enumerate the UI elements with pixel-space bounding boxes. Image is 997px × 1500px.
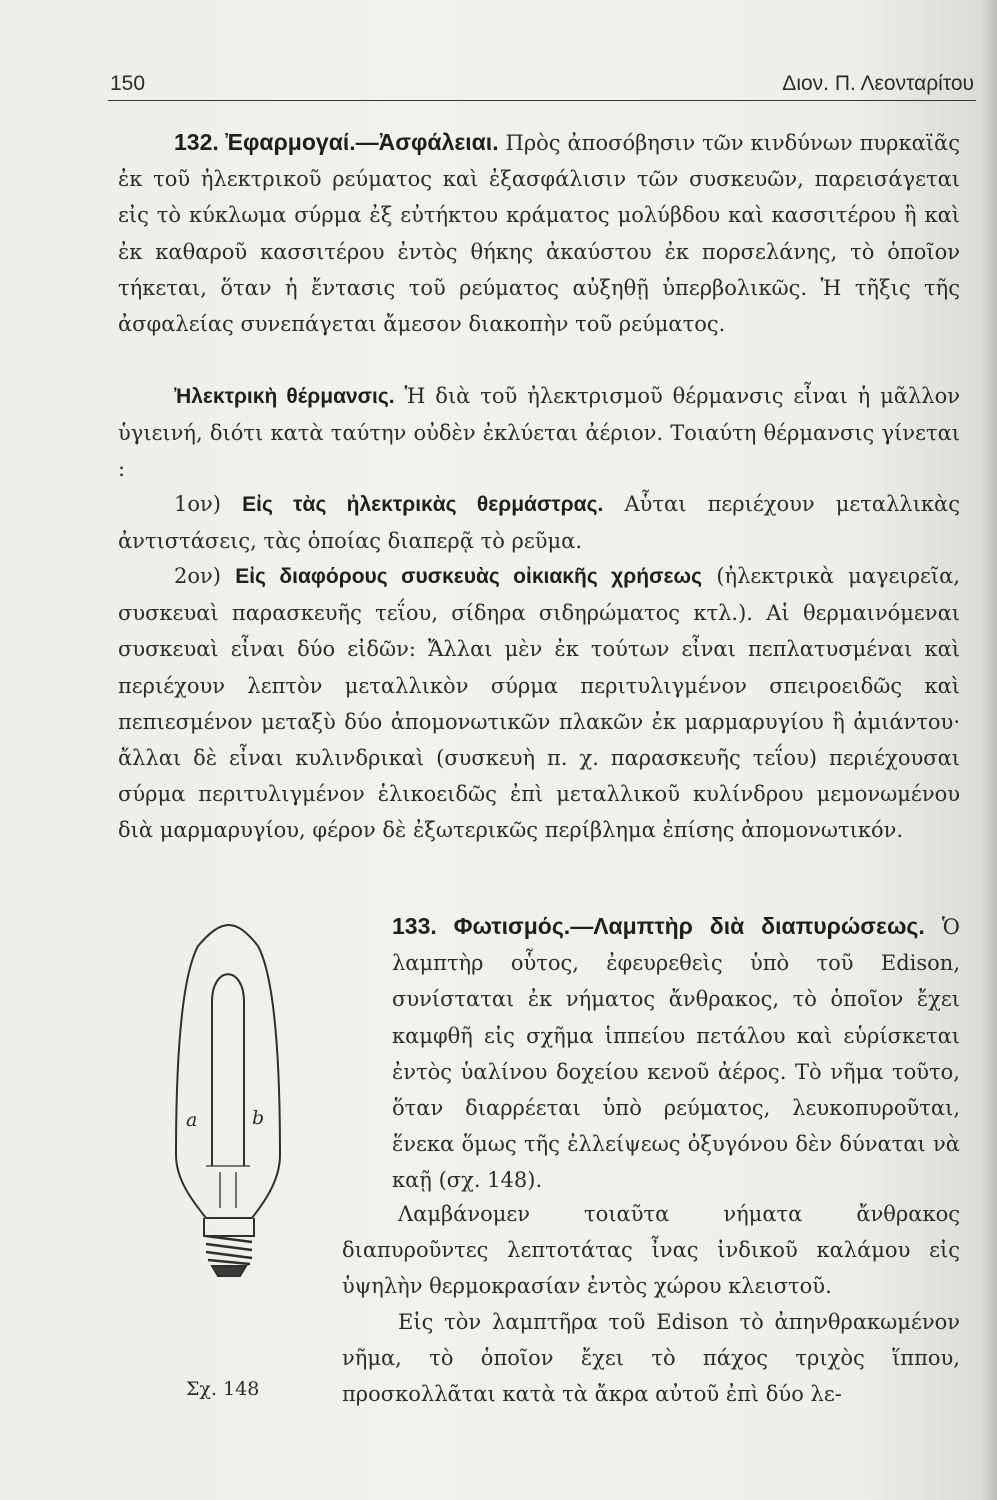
- item-2-paragraph: [118, 558, 960, 849]
- section-132-heading: 132. Ἐφαρμογαί.—Ἀσφάλειαι.: [174, 129, 499, 155]
- running-title: Διον. Π. Λεονταρίτου: [782, 72, 974, 95]
- figure-caption: Σχ. 148: [186, 1378, 260, 1400]
- item-2-body: (ἠλεκτρικὰ μαγειρεῖα, συσκευαὶ παρασκευῆς τεΐου, σίδηρα σιδηρώματος κτλ.). Αἱ θερμαινόμεναι συσκευαὶ εἶναι δύο εἰδῶν: Ἄλλαι μὲν ἐκ τούτων εἶναι πεπλατυσμέναι καὶ περιέχουν λεπτὸν μεταλλικὸν σύρμα περιτυλιγμένον σπειροειδῶς καὶ πεπιεσμένον μεταξὺ δύο ἀπομονωτικῶν πλακῶν ἐκ μαρμαρυγίου ἢ ἀμιάντου· ἄλλαι δὲ εἶναι κυλινδρικαὶ (συσκευὴ π. χ. παρασκευῆς τεΐου) περιέχουσαι σύρμα περιτυλιγμένον ἑλικοειδῶς ἐπὶ μεταλλικοῦ κυλίνδρου μεμονωμένου διὰ μαρμαρυγίου, φέρον δὲ ἐξωτερικῶς περίβλημα ἐπίσης ἀπομονωτικόν.: [118, 564, 960, 843]
- heating-heading: Ἠλεκτρικὴ θέρμανσις.: [174, 385, 395, 408]
- section-132-paragraph: [118, 124, 960, 342]
- item-1-paragraph: [118, 486, 960, 559]
- page-number: 150: [110, 72, 146, 95]
- page-edge-shadow: [983, 0, 997, 1500]
- section-132-body: Πρὸς ἀποσόβησιν τῶν κινδύνων πυρκαϊᾶς ἐκ τοῦ ἠλεκτρικοῦ ρεύματος καὶ ἐξασφάλισιν τῶν συσκευῶν, παρεισάγεται εἰς τὸ κύκλωμα σύρμα ἐξ εὐτήκτου κράματος μολύβδου καὶ κασσιτέρου ἢ καὶ ἐκ καθαροῦ κασσιτέρου ἐντὸς θήκης ἀκαύστου ἐκ πορσελάνης, τὸ ὁποῖον τήκεται, ὅταν ἡ ἔντασις τοῦ ρεύματος αὐξηθῇ ὑπερβολικῶς. Ἡ τῆξις τῆς ἀσφαλείας συνεπάγεται ἄμεσον διακοπὴν τοῦ ρεύματος.: [118, 131, 960, 337]
- inner-lead-wires: [220, 1172, 236, 1208]
- section-133-heading: 133. Φωτισμός.—Λαμπτὴρ διὰ διαπυρώσεως.: [392, 913, 925, 939]
- bulb-glass-outline: [176, 925, 280, 1218]
- heating-body: Ἡ διὰ τοῦ ἠλεκτρισμοῦ θέρμανσις εἶναι ἡ μᾶλλον ὑγιεινή, διότι κατὰ ταύτην οὐδὲν ἐκλύεται ἀέριον. Τοιαύτη θέρμανσις γίνεται :: [118, 384, 960, 482]
- item-1-body: Αὗται περιέχουν μεταλλικὰς ἀντιστάσεις, τὰς ὁποίας διαπερᾷ τὸ ρεῦμα.: [118, 492, 961, 554]
- section-133-body: Ὁ λαμπτὴρ οὗτος, ἐφευρεθεὶς ὑπὸ τοῦ Edison, συνίσταται ἐκ νήματος ἄνθρακος, τὸ ὁποῖον ἔχει καμφθῆ εἰς σχῆμα ἱππείου πετάλου καὶ εὑρίσκεται ἐντὸς ὑαλίνου δοχείου κενοῦ ἀέρος. Τὸ νῆμα τοῦτο, ὅταν διαρρέεται ὑπὸ ρεύματος, λευκοπυροῦται, ἕνεκα ὅμως τῆς ἐλλείψεως ὀξυγόνου δὲν δύναται νὰ καῇ (σχ. 148).: [392, 915, 960, 1193]
- section-133-paragraph-2: Λαμβάνομεν τοιαῦτα νήματα ἄνθρακος διαπυροῦντες λεπτοτάτας ἶνας ἰνδικοῦ καλάμου εἰς ὑψηλὴν θερμοκρασίαν ἐντὸς χώρου κλειστοῦ.: [342, 1202, 960, 1299]
- page-header: [108, 66, 976, 101]
- item-1-prefix: 1ον): [174, 492, 243, 516]
- item-2-prefix: 2ον): [174, 564, 236, 588]
- bulb-neck: [204, 1218, 254, 1236]
- heating-paragraph: [118, 378, 960, 488]
- item-1-heading: Εἰς τὰς ἠλεκτρικὰς θερμάστρας.: [242, 493, 604, 516]
- screw-base-threads: [206, 1236, 252, 1264]
- figure-148: [140, 920, 315, 1280]
- section-133-paragraph: [392, 908, 960, 1199]
- base-contact: [212, 1266, 246, 1276]
- filament-label-b: b: [252, 1107, 265, 1129]
- section-133-paragraph-3: Εἰς τὸν λαμπτῆρα τοῦ Edison τὸ ἀπηνθρακωμένον νῆμα, τὸ ὁποῖον ἔχει τὸ πάχος τριχὸς ἵππου, προσκολλᾶται κατὰ τὰ ἄκρα αὐτοῦ ἐπὶ δύο λε-: [342, 1310, 960, 1407]
- item-2-heading: Εἰς διαφόρους συσκευὰς οἰκιακῆς χρήσεως: [235, 565, 703, 588]
- incandescent-bulb-icon: [140, 920, 315, 1280]
- carbon-filament: [212, 974, 244, 1166]
- filament-label-a: a: [186, 1109, 198, 1131]
